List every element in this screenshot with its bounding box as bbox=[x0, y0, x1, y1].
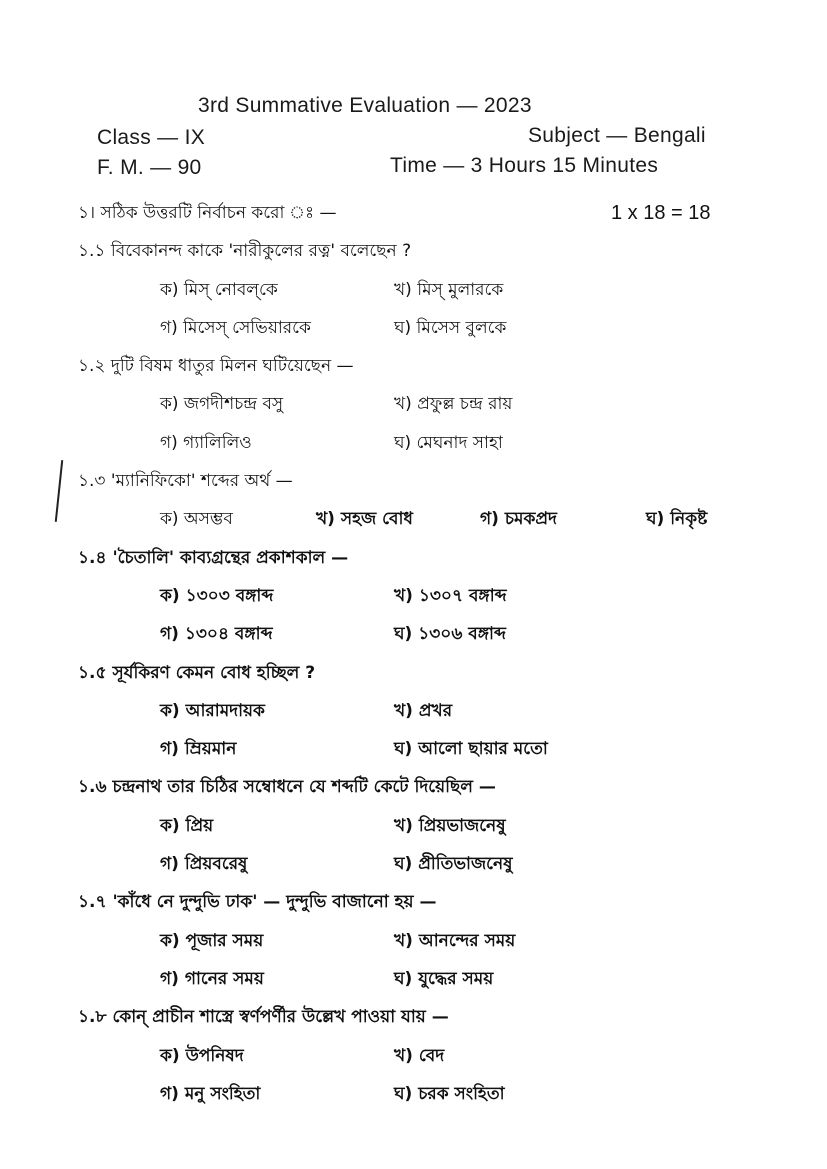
section-instruction: ১। সঠিক উত্তরটি নির্বাচন করো ঃ — bbox=[78, 203, 337, 223]
option: ঘ) মিসেস বুলকে bbox=[394, 317, 507, 338]
option: খ) প্রফুল্ল চন্দ্র রায় bbox=[394, 394, 513, 415]
question-text: ১.৭ 'কাঁধে নে দুন্দুভি ঢাক' — দুন্দুভি বাজানো হয় — bbox=[78, 892, 437, 913]
option: গ) প্রিয়বরেষু bbox=[160, 854, 248, 875]
option: ঘ) চরক সংহিতা bbox=[394, 1083, 505, 1104]
options-row bbox=[78, 1037, 778, 1075]
option: ক) প্রিয় bbox=[160, 815, 214, 836]
options-row bbox=[78, 960, 778, 998]
options-row bbox=[78, 922, 778, 960]
option: ক) জগদীশচন্দ্র বসু bbox=[160, 394, 284, 415]
option: ক) অসম্ভব bbox=[160, 509, 233, 530]
option: ক) ১৩০৩ বঙ্গাব্দ bbox=[160, 585, 274, 606]
option: খ) মিস্ মুলারকে bbox=[394, 279, 504, 300]
option: ঘ) যুদ্ধের সময় bbox=[394, 968, 494, 989]
option: গ) চমকপ্রদ bbox=[480, 509, 557, 530]
option: ক) পূজার সময় bbox=[160, 930, 264, 951]
option: ক) মিস্ নোবল্‌কে bbox=[160, 279, 278, 300]
options-row bbox=[78, 500, 778, 538]
question-7 bbox=[78, 883, 778, 921]
question-text: ১.৬ চন্দ্রনাথ তার চিঠির সম্বোধনে যে শব্দটি কেটে দিয়েছিল — bbox=[78, 777, 496, 798]
subject-label: Subject — Bengali bbox=[528, 124, 706, 147]
question-3 bbox=[78, 462, 778, 500]
question-text: ১.৮ কোন্ প্রাচীন শাস্ত্রে স্বর্ণপর্ণীর উল্লেখ পাওয়া যায় — bbox=[78, 1007, 449, 1028]
option: খ) ১৩০৭ বঙ্গাব্দ bbox=[394, 585, 507, 606]
question-text: ১.৪ 'চৈতালি' কাব্যগ্রন্থের প্রকাশকাল — bbox=[78, 547, 349, 568]
question-5 bbox=[78, 654, 778, 692]
option: ঘ) নিকৃষ্ট bbox=[646, 509, 708, 530]
option: ঘ) মেঘনাদ সাহা bbox=[394, 432, 503, 453]
option: ক) আরামদায়ক bbox=[160, 700, 265, 721]
options-row bbox=[78, 309, 778, 347]
question-1 bbox=[78, 232, 778, 270]
options-row bbox=[78, 577, 778, 615]
option: ঘ) ১৩০৬ বঙ্গাব্দ bbox=[394, 624, 506, 645]
option: খ) প্রিয়ভাজনেষু bbox=[394, 815, 506, 836]
option: ক) উপনিষদ bbox=[160, 1045, 244, 1066]
options-row bbox=[78, 730, 778, 768]
full-marks-label: F. M. — 90 bbox=[97, 156, 202, 179]
options-row bbox=[78, 385, 778, 423]
options-row bbox=[78, 615, 778, 653]
options-row bbox=[78, 424, 778, 462]
options-row bbox=[78, 1075, 778, 1113]
question-4 bbox=[78, 539, 778, 577]
section-heading bbox=[78, 194, 778, 232]
question-text: ১.৩ 'ম্যানিফিকো' শব্দের অর্থ — bbox=[78, 471, 293, 492]
option: খ) বেদ bbox=[394, 1045, 445, 1066]
exam-title: 3rd Summative Evaluation — 2023 bbox=[198, 94, 532, 117]
options-row bbox=[78, 845, 778, 883]
question-8 bbox=[78, 998, 778, 1036]
question-text: ১.১ বিবেকানন্দ কাকে 'নারীকুলের রত্ন' বলেছেন ? bbox=[78, 241, 412, 262]
section-marks: 1 x 18 = 18 bbox=[611, 202, 711, 224]
option: ঘ) প্রীতিভাজনেষু bbox=[394, 854, 513, 875]
option: ঘ) আলো ছায়ার মতো bbox=[394, 739, 548, 760]
option: খ) প্রখর bbox=[394, 700, 453, 721]
question-6 bbox=[78, 768, 778, 806]
options-row bbox=[78, 271, 778, 309]
question-text: ১.২ দুটি বিষম ধাতুর মিলন ঘটিয়েছেন — bbox=[78, 356, 354, 377]
question-section bbox=[78, 194, 778, 1113]
option: গ) গানের সময় bbox=[160, 968, 264, 989]
options-row bbox=[78, 692, 778, 730]
option: গ) মনু সংহিতা bbox=[160, 1083, 261, 1104]
time-label: Time — 3 Hours 15 Minutes bbox=[390, 154, 659, 177]
option: খ) আনন্দের সময় bbox=[394, 930, 516, 951]
options-row bbox=[78, 807, 778, 845]
question-text: ১.৫ সূর্যকিরণ কেমন বোধ হচ্ছিল ? bbox=[78, 662, 316, 683]
question-2 bbox=[78, 347, 778, 385]
class-label: Class — IX bbox=[97, 126, 206, 149]
option: খ) সহজ বোধ bbox=[316, 509, 413, 530]
option: গ) মিসেস্ সেভিয়ারকে bbox=[160, 317, 311, 338]
pen-mark bbox=[55, 460, 63, 522]
option: গ) ১৩০৪ বঙ্গাব্দ bbox=[160, 624, 273, 645]
option: গ) গ্যালিলিও bbox=[160, 432, 252, 453]
option: গ) ম্রিয়মান bbox=[160, 739, 237, 760]
